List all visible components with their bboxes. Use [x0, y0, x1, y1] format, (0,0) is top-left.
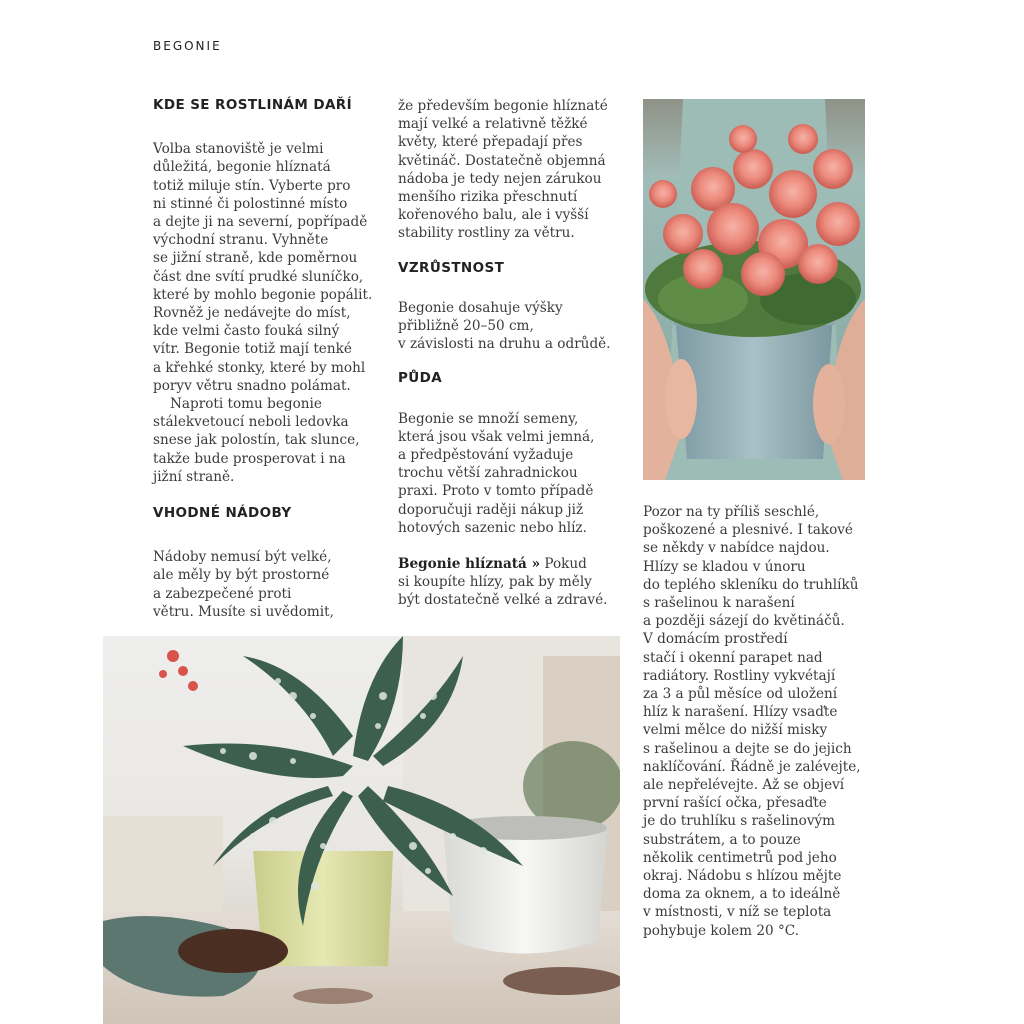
paragraph: Begonie se množí semeny, která jsou však velmi jemná, a předpěstování vyžaduje trochu větší zahradnickou praxi. Proto v tomto případě doporučuji raději nákup již hotových sazenic nebo hlíz. [398, 410, 595, 536]
photo-pink-begonias [643, 99, 865, 480]
paragraph: že především begonie hlíznaté mají velké a relativně těžké květy, které přepadají přes květináč. Dostatečně objemná nádoba je tedy nejen zárukou menšího rizika přeschnutí kořenového balu, ale i vyšší stability rostliny za větru. [398, 98, 608, 242]
heading-puda: PŮDA [398, 370, 443, 387]
photo-spotted-begonia-icon [103, 636, 620, 1024]
paragraph: Volba stanoviště je velmi důležitá, begonie hlíznatá totiž miluje stín. Vyberte pro ni stinné či polostinné místo a dejte ji na severní, popřípadě východní stranu. Vyhněte se jižní straně, kde poměrnou část dne svítí prudké sluníčko, které by mohlo begonie popálit. Rovněž je nedávejte do míst, kde velmi často fouká silný vítr. Begonie totiž mají tenké a křehké stonky, které by mohl poryv větru snadno polámat. [153, 141, 373, 394]
paragraph: Pozor na ty příliš seschlé, poškozené a plesnivé. I takové se někdy v nabídce najdou. Hlízy se kladou v únoru do teplého skleníku do truhlíků s rašelinou k narašení a později sázejí do květináčů. V domácím prostředí stačí i okenní parapet nad radiátory. Rostliny vykvétají za 3 a půl měsíce od uložení hlíz k narašení. Hlízy vsaďte velmi mělce do nižší misky s rašelinou a dejte se do jejich naklíčování. Řádně je zalévejte, ale nepřelévejte. Až se objeví první rašící očka, přesaďte je do truhlíku s rašelinovým substrátem, a to pouze několik centimetrů pod jeho okraj. Nádobu s hlízou mějte doma za oknem, a to ideálně v místnosti, v níž se teplota pohybuje kolem 20 °C. [643, 504, 861, 939]
heading-vzrustnost: VZRŮSTNOST [398, 259, 505, 276]
text-column-3 [643, 503, 878, 940]
text-column-1 [153, 96, 383, 621]
photo-spotted-begonia [103, 636, 620, 1024]
lead-label: Begonie hlíznatá » [398, 556, 541, 573]
paragraph: Naproti tomu begonie stálekvetoucí neboli ledovka snese jak polostín, tak slunce, takže bude prosperovat i na jižní straně. [153, 396, 360, 485]
paragraph: Nádoby nemusí být velké, ale měly by být prostorné a zabezpečené proti větru. Musíte si uvědomit, [153, 549, 334, 620]
paragraph-lead [398, 555, 633, 610]
photo-pink-begonias-icon [643, 99, 865, 480]
heading-vhodne-nadoby: VHODNÉ NÁDOBY [153, 505, 292, 522]
text-column-2 [398, 97, 633, 610]
lead-text: Pokud si koupíte hlízy, pak by měly být dostatečně velké a zdravé. [398, 556, 608, 609]
paragraph: Begonie dosahuje výšky přibližně 20–50 cm, v závislosti na druhu a odrůdě. [398, 299, 611, 353]
running-head: BEGONIE [153, 39, 222, 53]
heading-kde-se-rostlinam-dari: KDE SE ROSTLINÁM DAŘÍ [153, 97, 353, 113]
